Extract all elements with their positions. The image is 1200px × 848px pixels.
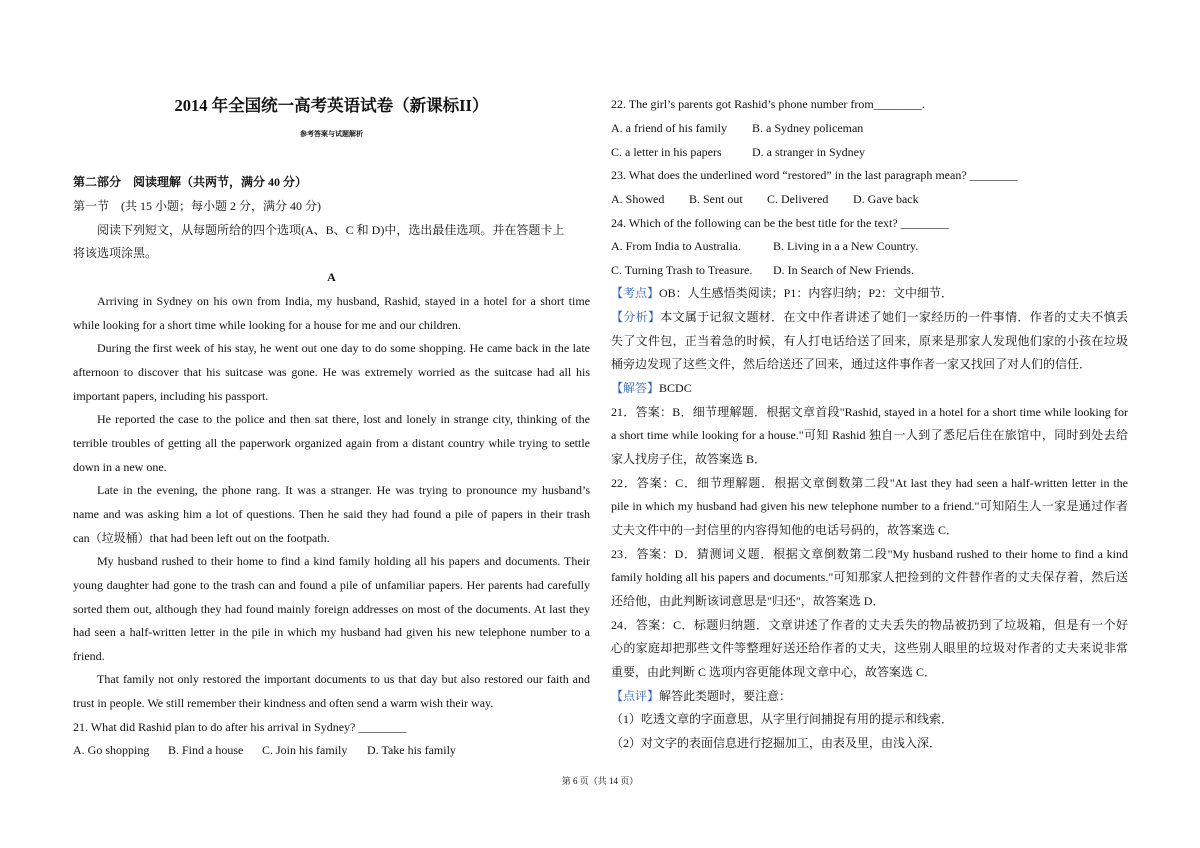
page-subtitle: 参考答案与试题解析 <box>300 130 363 138</box>
dianping-text: 解答此类题时，要注意： <box>659 689 792 703</box>
passage-line: afternoon to discover that his suitcase was gone. He was extremely worried as the suitcase had all his <box>73 365 590 379</box>
passage-label: A <box>327 270 336 284</box>
question-22: 22. The girl’s parents got Rashid’s phone number from________. <box>611 97 925 111</box>
question-23-options <box>611 191 919 207</box>
jieda-text: BCDC <box>659 381 692 395</box>
option-a: A. Go shopping <box>73 743 150 757</box>
page-title: 2014 年全国统一高考英语试卷（新课标II） <box>174 96 489 115</box>
option-d: D. In Search of New Friends. <box>773 263 914 277</box>
question-21: 21. What did Rashid plan to do after his arrival in Sydney? ________ <box>73 720 407 734</box>
passage-line: Late in the evening, the phone rang. It was a stranger. He was trying to pronounce my husband’s <box>97 483 590 497</box>
passage-line: friend. <box>73 649 105 663</box>
passage-line: That family not only restored the important documents to us that day but also restored our faith and <box>97 672 590 686</box>
passage-line: down in a new one. <box>73 460 167 474</box>
question-21-options <box>73 742 456 758</box>
answer-21-line: 21．答案：B．细节理解题．根据文章首段"Rashid, stayed in a hotel for a short time while looking for <box>611 405 1128 419</box>
option-d: D. a stranger in Sydney <box>752 145 865 159</box>
passage-line: important papers, including his passport. <box>73 389 269 403</box>
passage-line: My husband rushed to their home to find a kind family holding all his papers and documents. Their <box>97 554 590 568</box>
passage-line: Arriving in Sydney on his own from India, my husband, Rashid, stayed in a hotel for a short time <box>97 294 590 308</box>
question-22-options-row <box>611 144 865 160</box>
option-a: A. From India to Australia. <box>611 239 741 253</box>
fenxi-line: 失了文件包，正当着急的时候，有人打电话给送了回来，原来是那家人发现他们家的小孩在垃圾 <box>611 334 1128 348</box>
question-24-options-row <box>611 262 914 278</box>
question-24: 24. Which of the following can be the best title for the text? ________ <box>611 216 949 230</box>
option-c: C. a letter in his papers <box>611 145 722 159</box>
option-b: B. Find a house <box>168 743 244 757</box>
tip-line: （2）对文字的表面信息进行挖掘加工，由表及里，由浅入深． <box>611 736 942 750</box>
option-c: C. Delivered <box>767 192 829 206</box>
section-title: 第二部分 阅读理解（共两节，满分 40 分） <box>73 175 308 189</box>
dianping-line <box>611 688 791 704</box>
answer-24-line: 重要，由此判断 C 选项内容更能体现文章中心，故答案选 C． <box>611 665 937 679</box>
fenxi-tag: 【分析】 <box>611 310 661 324</box>
jieda-tag: 【解答】 <box>611 381 660 395</box>
passage-line: trust in people. We still remember their kindness and often send a warm wish their way. <box>73 696 494 710</box>
subsection-title: 第一节 (共 15 小题；每小题 2 分，满分 40 分) <box>73 199 321 213</box>
page-footer: 第 6 页（共 14 页） <box>561 776 639 786</box>
option-c: C. Join his family <box>262 743 348 757</box>
answer-21-line: 家人找房子住，故答案选 B． <box>611 452 767 466</box>
kaodian-text: OB：人生感悟类阅读；P1：内容归纳；P2：文中细节． <box>659 286 954 300</box>
option-a: A. Showed <box>611 192 665 206</box>
passage-line: name and was asking him a lot of questions. Then he said they had found a pile of papers in their trash <box>73 507 590 521</box>
fenxi-line: 桶旁边发现了这些文件，然后给送还了回来，通过这件事作者一家又找回了对人们的信任． <box>611 357 1092 371</box>
passage-line: sorted them out, although they had found mainly foreign addresses on most of the documents. At last they <box>73 602 590 616</box>
option-b: B. Sent out <box>689 192 743 206</box>
answer-22-line: 丈夫文件中的一封信里的内容得知他的电话号码的，故答案选 C． <box>611 523 959 537</box>
option-a: A. a friend of his family <box>611 121 727 135</box>
answer-22-line: pile in which my husband had given his new telephone number to a friend."可知陌生人一家是通过作者 <box>611 499 1128 513</box>
option-b: B. Living in a a New Country. <box>773 239 919 253</box>
passage-line: He reported the case to the police and then sat there, lost and lonely in strange city, thinking of the <box>97 412 590 426</box>
instructions-line: 阅读下列短文，从每题所给的四个选项(A、B、C 和 D)中，选出最佳选项。并在答题卡上 <box>97 223 565 237</box>
answer-23-line: 还给他，由此判断该词意思是"归还"，故答案选 D． <box>611 594 885 608</box>
fenxi-line <box>611 309 1128 325</box>
answer-23-line: family holding all his papers and documents."可知那家人把捡到的文件替作者的丈夫保存着，然后送 <box>611 570 1128 584</box>
tip-line: （1）吃透文章的字面意思，从字里行间捕捉有用的提示和线索． <box>611 712 954 726</box>
answer-22-line: 22．答案：C．细节理解题．根据文章倒数第二段"At last they had seen a half-written letter in the <box>611 476 1128 490</box>
question-22-options-row <box>611 120 863 136</box>
passage-line: while looking for a short time while looking for a house for me and our children. <box>73 318 461 332</box>
option-b: B. a Sydney policeman <box>752 121 864 135</box>
option-d: D. Gave back <box>853 192 919 206</box>
passage-line: can（垃圾桶）that had been left out on the footpath. <box>73 531 330 545</box>
kaodian-tag: 【考点】 <box>611 286 660 300</box>
passage-line: terrible troubles of getting all the paperwork organized again from a distant country while trying to settle <box>73 436 590 450</box>
kaodian-line <box>611 285 953 301</box>
instructions-line: 将该选项涂黑。 <box>73 246 158 260</box>
dianping-tag: 【点评】 <box>611 689 660 703</box>
passage-line: young daughter had gone to the trash can and found a pile of unfamiliar papers. Her parents had carefully <box>73 578 590 592</box>
option-c: C. Turning Trash to Treasure. <box>611 263 753 277</box>
answer-24-line: 心的家庭却把那些文件等整理好送还给作者的丈夫，这些别人眼里的垃圾对作者的丈夫来说非常 <box>611 641 1128 655</box>
answer-21-line: a short time while looking for a house."可知 Rashid 独自一人到了悉尼后住在旅馆中，同时到处去给 <box>611 428 1128 442</box>
option-d: D. Take his family <box>367 743 456 757</box>
fenxi-text: 本文属于记叙文题材．在文中作者讲述了她们一家经历的一件事情．作者的丈夫不慎丢 <box>660 310 1128 324</box>
answer-23-line: 23．答案：D．猜测词义题．根据文章倒数第二段"My husband rushed to their home to find a kind <box>611 547 1128 561</box>
passage-line: had seen a half-written letter in the pile in which my husband had given his new telephone number to a <box>73 625 590 639</box>
jieda-line <box>611 380 692 396</box>
passage-line: During the first week of his stay, he went out one day to do some shopping. He came back in the late <box>97 341 590 355</box>
answer-24-line: 24．答案：C．标题归纳题．文章讲述了作者的丈夫丢失的物品被扔到了垃圾箱，但是有一个好 <box>611 618 1128 632</box>
question-24-options-row <box>611 238 918 254</box>
question-23: 23. What does the underlined word “restored” in the last paragraph mean? ________ <box>611 168 1018 182</box>
